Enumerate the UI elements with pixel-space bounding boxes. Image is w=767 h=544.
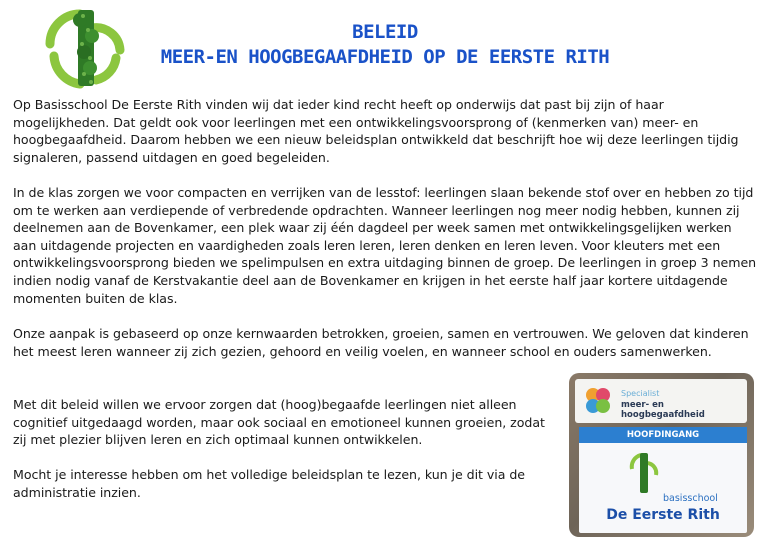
title-line-2: MEER-EN HOOGBEGAAFDHEID OP DE EERSTE RITH bbox=[160, 46, 610, 68]
page-title bbox=[130, 20, 640, 70]
paragraph-goal: Met dit beleid willen we ervoor zorgen dat (hoog)begaafde leerlingen niet alleen cognitief uitgedaagd worden, maar ook sociaal en emotioneel kunnen groeien, zodat zij met plezier blijven leren en zich optimaal kunnen ontwikkelen. bbox=[13, 397, 545, 448]
school-sign-photo bbox=[569, 373, 754, 537]
specialist-topic: meer- en hoogbegaafdheid bbox=[621, 400, 705, 420]
sign-school-name: De Eerste Rith bbox=[606, 507, 720, 523]
paragraph-core-values: Onze aanpak is gebaseerd op onze kernwaarden betrokken, groeien, samen en vertrouwen. We geloven dat kinderen het meest leren wanneer zij zich gezien, gehoord en veilig voelen, en wanneer school en ouders samenwerken. bbox=[13, 326, 749, 359]
sign-school-label: basisschool bbox=[663, 493, 718, 504]
sign-school-logo-icon bbox=[629, 451, 659, 495]
entrance-bar: HOOFDINGANG bbox=[579, 427, 747, 443]
specialist-logo-icon bbox=[581, 385, 615, 417]
paragraph-contact: Mocht je interesse hebben om het volledige beleidsplan te lezen, kun je dit via de administratie inzien. bbox=[13, 467, 525, 500]
paragraph-intro: Op Basisschool De Eerste Rith vinden wij dat ieder kind recht heeft op onderwijs dat past bij zijn of haar mogelijkheden. Dat geldt ook voor leerlingen met een ontwikkelingsvoorsprong of (kenmerken van) meer- en hoogbegaafdheid. Daarom hebben we een nieuw beleidsplan ontwikkeld dat beschrijft hoe wij deze leerlingen tijdig signaleren, passend uitdagen en goed begeleiden. bbox=[13, 97, 739, 165]
specialist-sign bbox=[575, 379, 747, 423]
paragraph-classroom: In de klas zorgen we voor compacten en verrijken van de lesstof: leerlingen slaan bekende stof over en hebben zo tijd om te werken aan verdiepende of verbredende opdrachten. Wanneer leerlingen nog meer nodig hebben, kunnen zij deelnemen aan de Bovenkamer, een plek waar zij één dagdeel per week samen met ontwikkelingsgelijken werken aan uitdagende projecten en vaardigheden zoals leren leren, leren denken en leren leven. Voor kleuters met een ontwikkelingsvoorsprong bieden we spelimpulsen en extra uitdaging binnen de groep. De leerlingen in groep 3 nemen indien nodig vanaf de Kerstvakantie deel aan de Bovenkamer en krijgen in het eerste half jaar kortere uitdagende momenten buiten de klas. bbox=[13, 185, 757, 306]
school-logo-icon bbox=[40, 6, 130, 90]
title-line-1: BELEID bbox=[352, 21, 418, 43]
specialist-label: Specialist bbox=[621, 389, 660, 398]
main-entrance-sign bbox=[579, 427, 747, 533]
